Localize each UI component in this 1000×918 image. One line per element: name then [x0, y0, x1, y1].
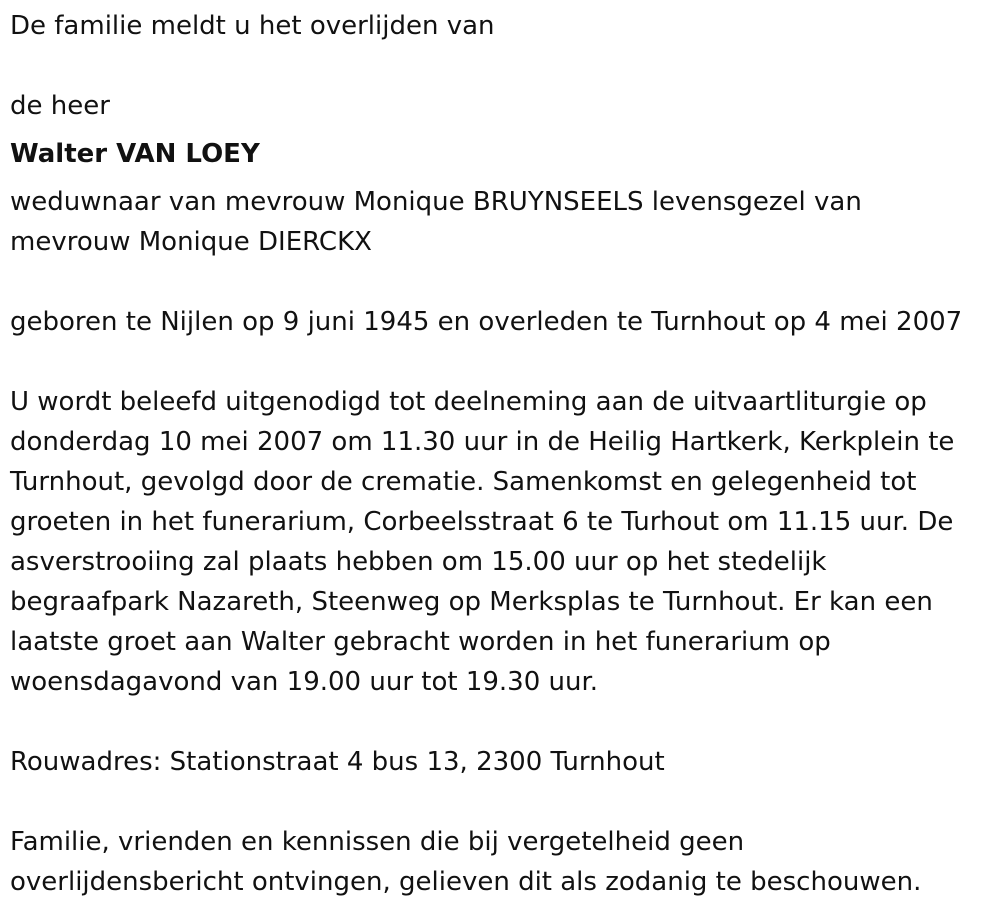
closing-line: Familie, vrienden en kennissen die bij vergetelheid geen — [10, 827, 745, 857]
closing-line: overlijdensbericht ontvingen, gelieven dit als zodanig te beschouwen. — [10, 867, 922, 897]
ceremony-line: laatste groet aan Walter gebracht worden in het funerarium op — [10, 627, 831, 657]
ceremony-line: woensdagavond van 19.00 uur tot 19.30 uur. — [10, 667, 599, 697]
ceremony-line: begraafpark Nazareth, Steenweg op Merksplas te Turnhout. Er kan een — [10, 587, 933, 617]
mourning-address: Rouwadres: Stationstraat 4 bus 13, 2300 Turnhout — [10, 747, 665, 777]
birth-death-text: geboren te Nijlen op 9 juni 1945 en overleden te Turnhout op 4 mei 2007 — [10, 307, 963, 337]
spacer — [10, 46, 990, 86]
spacer — [10, 262, 990, 302]
intro-text: De familie meldt u het overlijden van — [10, 11, 495, 41]
ceremony-line: groeten in het funerarium, Corbeelsstraat 6 te Turhout om 11.15 uur. De — [10, 507, 954, 537]
salutation: de heer — [10, 91, 110, 121]
relation-line: mevrouw Monique DIERCKX — [10, 227, 372, 257]
spacer — [10, 342, 990, 382]
relation-line: weduwnaar van mevrouw Monique BRUYNSEELS levensgezel van — [10, 187, 862, 217]
spacer — [10, 782, 990, 822]
ceremony-line: U wordt beleefd uitgenodigd tot deelneming aan de uitvaartliturgie op — [10, 387, 927, 417]
ceremony-line: donderdag 10 mei 2007 om 11.30 uur in de Heilig Hartkerk, Kerkplein te — [10, 427, 955, 457]
deceased-name: Walter VAN LOEY — [10, 139, 260, 169]
spacer — [10, 702, 990, 742]
ceremony-line: Turnhout, gevolgd door de crematie. Samenkomst en gelegenheid tot — [10, 467, 917, 497]
ceremony-line: asverstrooiing zal plaats hebben om 15.00 uur op het stedelijk — [10, 547, 827, 577]
